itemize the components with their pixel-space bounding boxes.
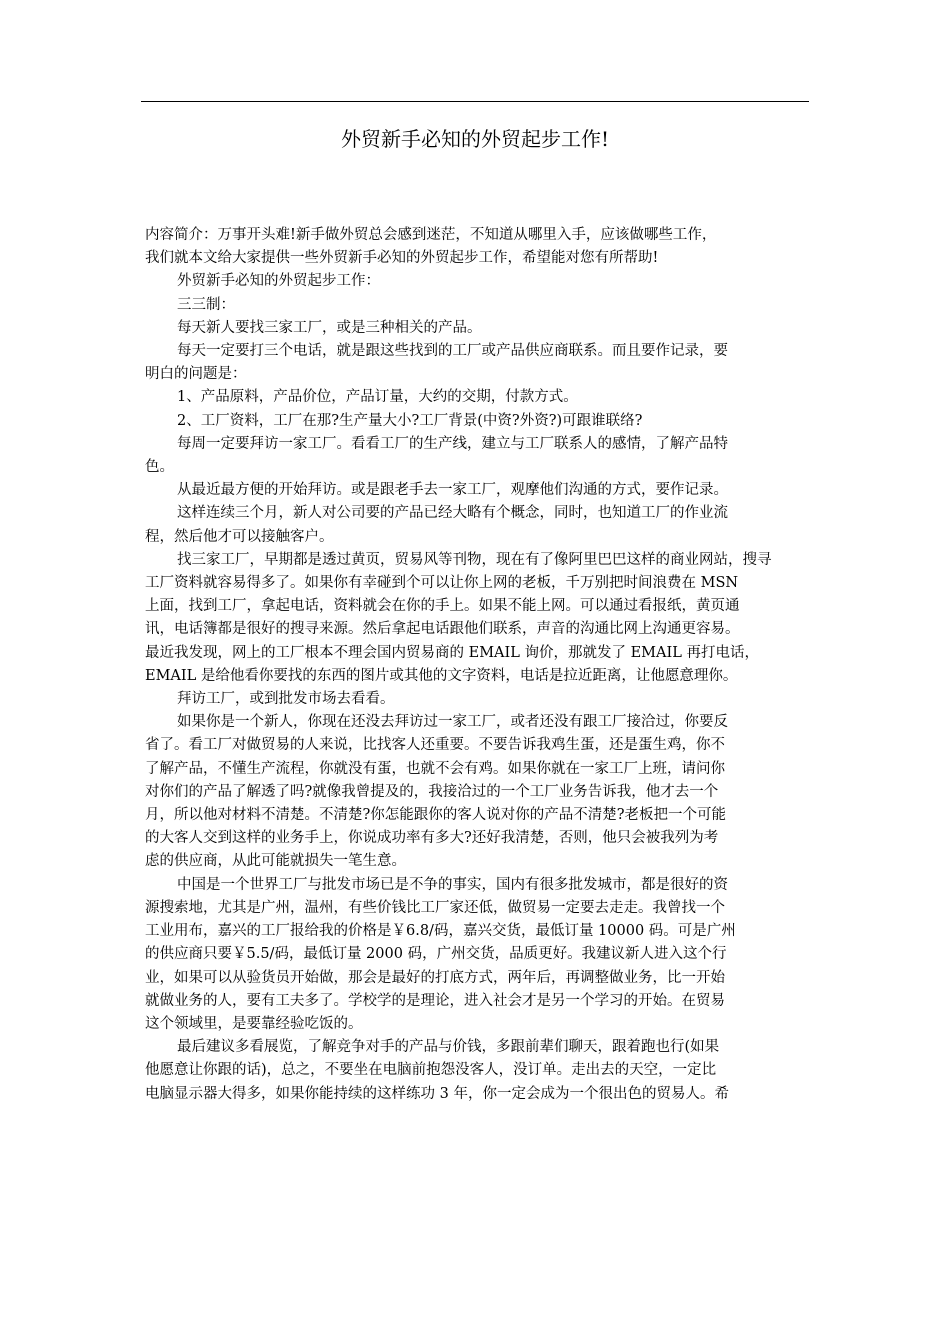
text-line: 内容简介：万事开头难!新手做外贸总会感到迷茫，不知道从哪里入手，应该做哪些工作， bbox=[145, 227, 717, 243]
text-line: 就做业务的人，要有工夫多了。学校学的是理论，进入社会才是另一个学习的开始。在贸易 bbox=[145, 992, 725, 1009]
text-line: 业，如果可以从验货员开始做，那会是最好的打底方式，两年后，再调整做业务，比一开始 bbox=[145, 969, 725, 986]
text-line: 最近我发现，网上的工厂根本不理会国内贸易商的 EMAIL 询价，那就发了 EMAIL 再打电话， bbox=[145, 644, 759, 661]
text-line: 三三制： bbox=[177, 296, 235, 313]
text-line: 程，然后他才可以接触客户。 bbox=[145, 528, 334, 545]
page-title: 外贸新手必知的外贸起步工作! bbox=[340, 127, 610, 151]
text-line: 工厂资料就容易得多了。如果你有幸碰到个可以让你上网的老板，千万别把时间浪费在 MSN bbox=[145, 575, 739, 592]
text-line: 这样连续三个月，新人对公司要的产品已经大略有个概念，同时，也知道工厂的作业流 bbox=[177, 505, 728, 522]
text-line: 如果你是一个新人，你现在还没去拜访过一家工厂，或者还没有跟工厂接洽过，你要反 bbox=[177, 714, 728, 731]
text-line: 我们就本文给大家提供一些外贸新手必知的外贸起步工作，希望能对您有所帮助! bbox=[145, 250, 659, 267]
text-line: 的大客人交到这样的业务手上，你说成功率有多大?还好我清楚，否则，他只会被我列为考 bbox=[145, 830, 719, 847]
text-line: 1、产品原料，产品价位，产品订量，大约的交期，付款方式。 bbox=[177, 389, 578, 406]
text-line: 这个领域里，是要靠经验吃饭的。 bbox=[145, 1015, 363, 1032]
text-line: 最后建议多看展览，了解竞争对手的产品与价钱，多跟前辈们聊天，跟着跑也行(如果 bbox=[177, 1039, 720, 1056]
text-line: 的供应商只要￥5.5/码，最低订量 2000 码，广州交货，品质更好。我建议新人进入这个行 bbox=[145, 946, 727, 963]
text-line: 从最近最方便的开始拜访。或是跟老手去一家工厂，观摩他们沟通的方式，要作记录。 bbox=[177, 482, 728, 499]
text-line: 省了。看工厂对做贸易的人来说，比找客人还重要。不要告诉我鸡生蛋，还是蛋生鸡，你不 bbox=[145, 737, 725, 754]
text-line: 每天新人要找三家工厂，或是三种相关的产品。 bbox=[177, 319, 482, 336]
text-line: EMAIL 是给他看你要找的东西的图片或其他的文字资料，电话是拉近距离，让他愿意理你。 bbox=[145, 667, 738, 684]
text-line: 外贸新手必知的外贸起步工作： bbox=[177, 273, 380, 290]
text-line: 拜访工厂，或到批发市场去看看。 bbox=[177, 691, 395, 708]
text-line: 对你们的产品了解透了吗?就像我曾提及的，我接洽过的一个工厂业务告诉我，他才去一个 bbox=[145, 783, 719, 800]
article-body bbox=[145, 224, 809, 1106]
text-line: 每天一定要打三个电话，就是跟这些找到的工厂或产品供应商联系。而且要作记录，要 bbox=[177, 343, 728, 360]
text-line: 他愿意让你跟的话)，总之，不要坐在电脑前抱怨没客人，没订单。走出去的天空，一定比 bbox=[145, 1062, 717, 1079]
text-line: 中国是一个世界工厂与批发市场已是不争的事实，国内有很多批发城市，都是很好的资 bbox=[177, 876, 728, 893]
text-line: 电脑显示器大得多，如果你能持续的这样练功 3 年，你一定会成为一个很出色的贸易人。希 bbox=[145, 1085, 729, 1102]
text-line: 每周一定要拜访一家工厂。看看工厂的生产线，建立与工厂联系人的感情，了解产品特 bbox=[177, 435, 728, 452]
text-line: 讯，电话簿都是很好的搜寻来源。然后拿起电话跟他们联系，声音的沟通比网上沟通更容易。 bbox=[145, 621, 740, 638]
text-line: 工业用布，嘉兴的工厂报给我的价格是￥6.8/码，嘉兴交货，最低订量 10000 码。可是广州 bbox=[145, 923, 736, 940]
text-line: 虑的供应商，从此可能就损失一笔生意。 bbox=[145, 853, 406, 870]
text-line: 2、工厂资料，工厂在那?生产量大小?工厂背景(中资?外资?)可跟谁联络? bbox=[177, 412, 643, 429]
text-line: 了解产品，不懂生产流程，你就没有蛋，也就不会有鸡。如果你就在一家工厂上班，请问你 bbox=[145, 760, 725, 777]
text-line: 上面，找到工厂，拿起电话，资料就会在你的手上。如果不能上网。可以通过看报纸，黄页通 bbox=[145, 598, 740, 615]
text-line: 月，所以他对材料不清楚。不清楚?你怎能跟你的客人说对你的产品不清楚?老板把一个可能 bbox=[145, 807, 727, 824]
text-line: 明白的问题是： bbox=[145, 366, 247, 383]
text-line: 找三家工厂，早期都是透过黄页，贸易风等刊物，现在有了像阿里巴巴这样的商业网站，搜寻 bbox=[177, 551, 772, 568]
text-line: 源搜索地，尤其是广州，温州，有些价钱比工厂家还低，做贸易一定要去走走。我曾找一个 bbox=[145, 899, 725, 916]
text-line: 色。 bbox=[145, 459, 174, 476]
header-rule bbox=[141, 101, 809, 102]
